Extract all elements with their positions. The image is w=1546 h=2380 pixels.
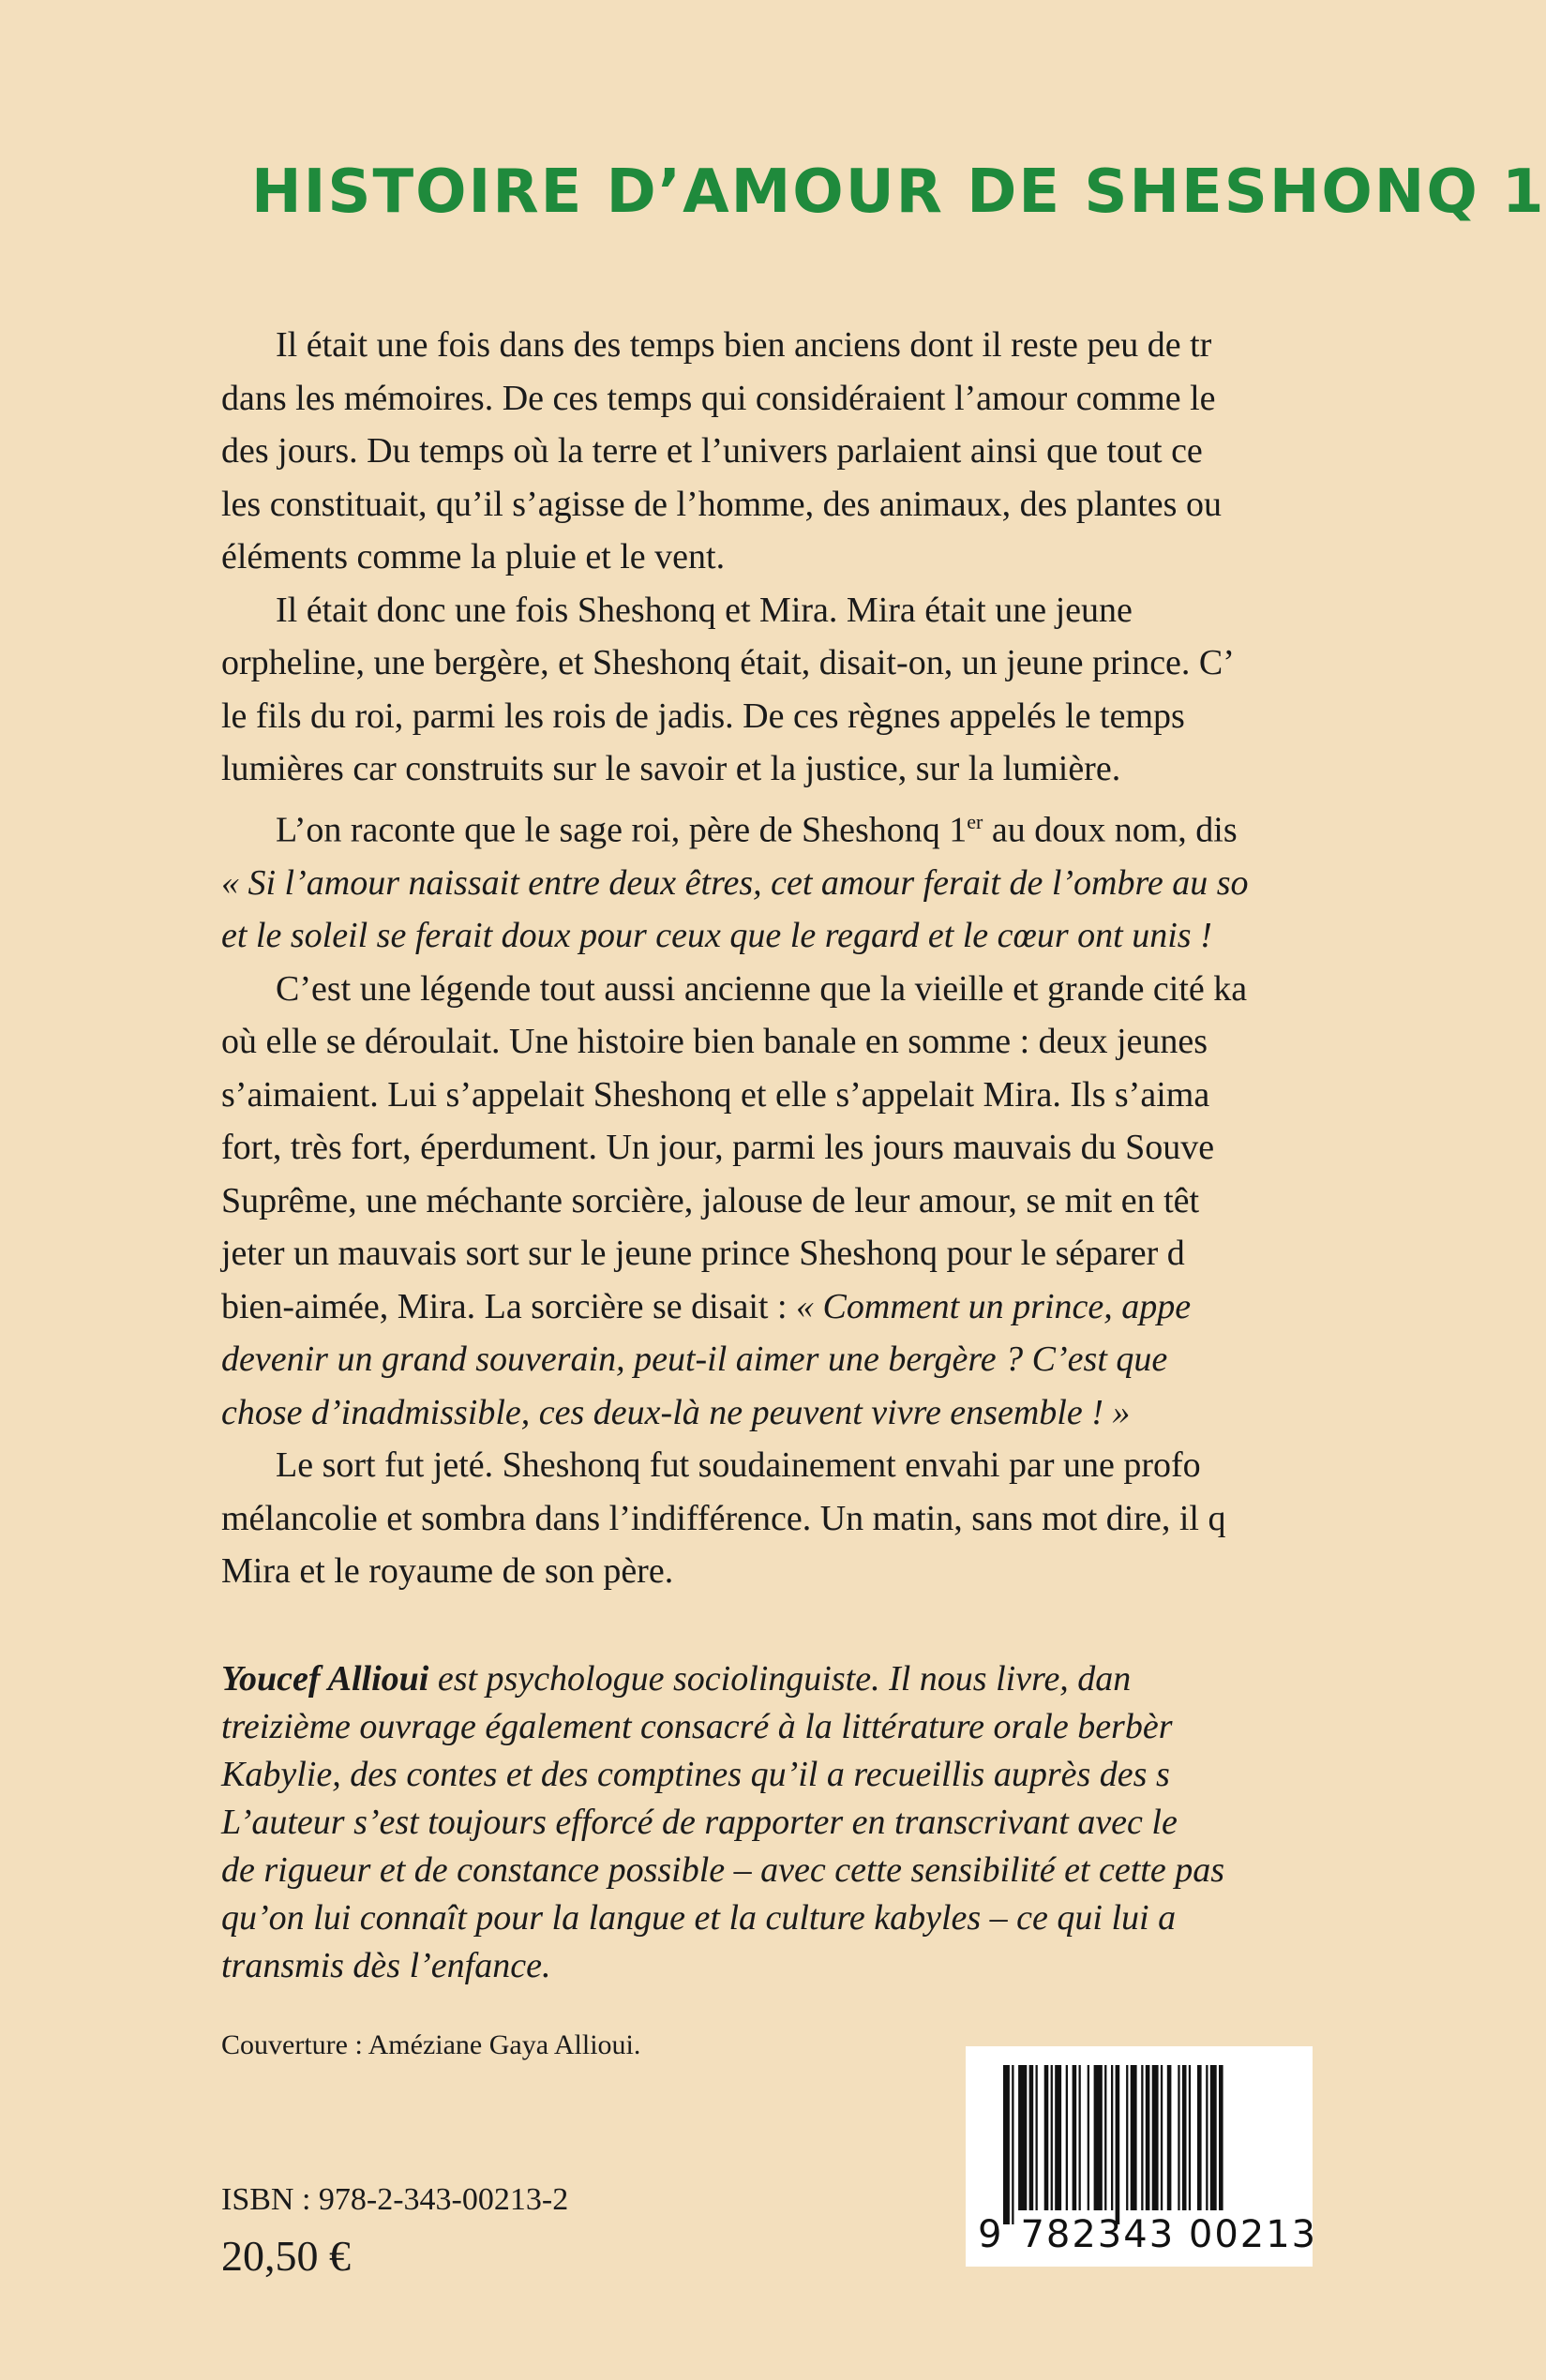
bio-line: L’auteur s’est toujours efforcé de rapporter en transcrivant avec le [221,1803,1178,1842]
isbn-number: ISBN : 978-2-343-00213-2 [221,2182,569,2217]
barcode-bar [1073,2065,1077,2210]
barcode-bar [1029,2065,1034,2210]
bio-line: treizième ouvrage également consacré à la littérature orale berbèr [221,1707,1173,1746]
barcode-bar [1094,2065,1103,2210]
barcode-lead-digit: 9 [978,2213,1004,2256]
story-line-part: bien-aimée, Mira. La sorcière se disait : [221,1286,797,1326]
barcode-bar [1051,2065,1053,2210]
barcode-bar [1012,2065,1013,2224]
story-line: s’aimaient. Lui s’appelait Sheshonq et elle s’appelait Mira. Ils s’aima [221,1074,1210,1115]
barcode-bar [1018,2065,1027,2210]
story-line: où elle se déroulait. Une histoire bien banale en somme : deux jeunes [221,1022,1208,1062]
barcode-number: 782343 00213 [1020,2213,1318,2256]
barcode-bar [1036,2065,1038,2210]
story-line: lumières car construits sur le savoir et la justice, sur la lumière. [221,749,1121,788]
barcode-bar [1206,2065,1208,2210]
barcode-bar [1066,2065,1068,2210]
story-line: Suprême, une méchante sorcière, jalouse de leur amour, se mit en têt [221,1180,1200,1220]
story-line: fort, très fort, éperdument. Un jour, parmi les jours mauvais du Souve [221,1128,1215,1168]
story-line-quote: chose d’inadmissible, ces deux-là ne peuvent vivre ensemble ! » [221,1392,1131,1432]
bio-line: de rigueur et de constance possible – avec cette sensibilité et cette pas [221,1850,1224,1890]
bio-line [221,1655,1346,1703]
cover-credit: Couverture : Améziane Gaya Allioui. [221,2029,641,2060]
story-line: éléments comme la pluie et le vent. [221,537,726,576]
barcode-bar [1178,2065,1179,2210]
story-line: C’est une légende tout aussi ancienne que la vieille et grande cité ka [276,968,1248,1009]
barcode-bar [1126,2065,1128,2210]
story-line [221,1280,1346,1334]
superscript-er: er [967,809,983,833]
author-bio [221,1655,1346,1990]
author-name: Youcef Allioui [221,1659,429,1699]
barcode-bar [1182,2065,1187,2210]
story-line: le fils du roi, parmi les rois de jadis. De ces règnes appelés le temps [221,696,1185,736]
story-line-part: L’on raconte que le sage roi, père de Sheshonq 1 [276,810,968,850]
barcode-bar [1055,2065,1061,2210]
bio-line: transmis dès l’enfance. [221,1946,551,1985]
barcode-bar [1104,2065,1106,2210]
barcode-bar [1219,2065,1223,2210]
barcode-bar [1044,2065,1049,2210]
story-line: Il était donc une fois Sheshonq et Mira. Mira était une jeune [276,590,1133,630]
bio-line-part: est psychologue sociolinguiste. Il nous livre, dan [428,1659,1132,1699]
barcode-bar [1161,2065,1163,2210]
story-line-quote: « Comment un prince, appe [796,1286,1192,1326]
barcode-bar [1167,2065,1172,2210]
story-line: orpheline, une bergère, et Sheshonq était, disait-on, un jeune prince. C’ [221,643,1235,682]
story-line: dans les mémoires. De ces temps qui considéraient l’amour comme le [221,378,1216,418]
barcode-digits [978,2213,1317,2256]
story-line-quote: « Si l’amour naissait entre deux êtres, cet amour ferait de l’ombre au so [221,862,1249,903]
bio-line: qu’on lui connaît pour la langue et la culture kabyles – ce qui lui a [221,1898,1177,1938]
story-line: jeter un mauvais sort sur le jeune prince Sheshonq pour le séparer d [221,1234,1185,1274]
barcode-bar [1210,2065,1217,2210]
barcode-bar [1141,2065,1143,2210]
barcode-bar [1189,2065,1191,2210]
barcode-bar [1079,2065,1081,2210]
story-line-part: au doux nom, dis [983,810,1238,850]
barcode-bar [1003,2065,1010,2224]
barcode-bar [1131,2065,1137,2210]
story-line-quote: devenir un grand souverain, peut-il aimer une bergère ? C’est que [221,1340,1168,1380]
barcode [966,2046,1318,2267]
story-line: mélancolie et sombra dans l’indifférence. Un matin, sans mot dire, il q [221,1498,1226,1538]
price-tag: 20,50 € [221,2232,351,2280]
story-line: Mira et le royaume de son père. [221,1551,674,1592]
story-line-quote: et le soleil se ferait doux pour ceux que le regard et le cœur ont unis ! [221,916,1212,956]
barcode-bar [1116,2065,1120,2224]
story-line: des jours. Du temps où la terre et l’univers parlaient ainsi que tout ce [221,431,1203,471]
story-line: Il était une fois dans des temps bien anciens dont il reste peu de tr [276,325,1212,365]
barcode-bar [1197,2065,1202,2210]
bio-line: Kabylie, des contes et des comptines qu’il a recueillis auprès des s [221,1755,1170,1794]
barcode-bar [1088,2065,1089,2210]
barcode-bar [1152,2065,1159,2210]
barcode-bar [1111,2065,1113,2210]
barcode-bar [1146,2065,1150,2210]
story-line: les constituait, qu’il s’agisse de l’homme, des animaux, des plantes ou [221,484,1222,524]
story-line [221,796,1346,857]
story-line: Le sort fut jeté. Sheshonq fut soudainement envahi par une profo [276,1445,1201,1486]
book-title: HISTOIRE D’AMOUR DE SHESHONQ 1 [251,157,1546,227]
story-text [221,319,1346,1598]
